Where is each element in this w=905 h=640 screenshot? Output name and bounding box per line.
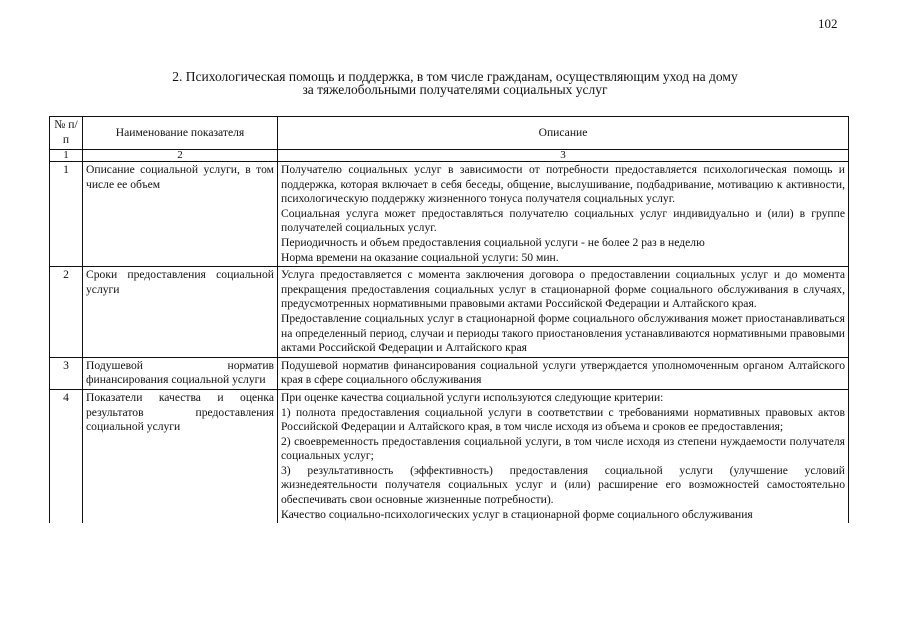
description-paragraph: При оценке качества социальной услуги используются следующие критерии: bbox=[281, 390, 664, 404]
description-paragraph: Получателю социальных услуг в зависимости от потребности предоставляется психологическая помощь и поддержка, которая включает в себя беседы, общение, выслушивание, подбадривание, мотивацию к активности, психологическую поддержку жизненного тонуса получателя социальных услуг. bbox=[281, 163, 845, 206]
indicator-description bbox=[278, 357, 849, 389]
indicator-name: Сроки предоставления социальной услуги bbox=[83, 267, 278, 358]
row-number: 4 bbox=[50, 389, 83, 523]
section-title-line-1: 2. Психологическая помощь и поддержка, в том числе гражданам, осуществляющим уход на дому bbox=[172, 69, 738, 84]
description-paragraph: 1) полнота предоставления социальной услуги в соответствии с требованиями нормативных правовых актов Российской Федерации и Алтайского края, в том числе исходя из объема и сроков ее предоставления; bbox=[281, 405, 845, 434]
header-name: Наименование показателя bbox=[83, 117, 278, 150]
row-number: 2 bbox=[50, 267, 83, 358]
indicator-name: Подушевой норматив финансирования социальной услуги bbox=[83, 357, 278, 389]
header-num: № п/п bbox=[50, 117, 83, 150]
description-paragraph: Подушевой норматив финансирования социальной услуги утверждается уполномоченным органом Алтайского края в сфере социального обслуживания bbox=[281, 358, 845, 387]
indicator-description bbox=[278, 389, 849, 523]
description-paragraph: Социальная услуга может предоставляться получателю социальных услуг индивидуально и (или) в группе получателей социальных услуг. bbox=[281, 206, 845, 235]
table-row bbox=[50, 162, 849, 267]
indicator-name: Показатели качества и оценка результатов предоставления социальной услуги bbox=[83, 389, 278, 523]
column-number-row bbox=[50, 150, 849, 162]
description-paragraph: Предоставление социальных услуг в стационарной форме социального обслуживания может приостанавливаться на определенный период, случаи и периоды такого приостановления устанавливаются нормативными правовыми актами Российской Федерации и Алтайского края bbox=[281, 311, 845, 355]
table-header-row bbox=[50, 117, 849, 150]
page-number: 102 bbox=[818, 16, 838, 31]
description-paragraph: 3) результативность (эффективность) предоставления социальной услуги (улучшение условий жизнедеятельности получателя социальных услуг и (или) расширение его возможностей самостоятельно обеспечивать свои основные жизненные потребности). bbox=[281, 463, 845, 507]
section-title-line-2: за тяжелобольными получателями социальных услуг bbox=[302, 82, 608, 97]
description-paragraph: Качество социально-психологических услуг в стационарной форме социального обслуживания bbox=[281, 507, 753, 521]
row-number: 3 bbox=[50, 357, 83, 389]
column-number: 2 bbox=[83, 150, 278, 162]
description-paragraph: 2) своевременность предоставления социальной услуги, в том числе исходя из степени нуждаемости получателя социальных услуг; bbox=[281, 434, 845, 463]
table-row bbox=[50, 389, 849, 523]
indicator-description bbox=[278, 267, 849, 358]
description-paragraph: Норма времени на оказание социальной услуги: 50 мин. bbox=[281, 250, 559, 264]
column-number: 1 bbox=[50, 150, 83, 162]
indicators-table bbox=[49, 116, 849, 523]
description-paragraph: Услуга предоставляется с момента заключения договора о предоставлении социальных услуг и до момента прекращения предоставления социальных услуг в стационарной форме социального обслуживания в случаях, предусмотренных нормативными правовыми актами Российской Федерации и Алтайского края. bbox=[281, 268, 845, 311]
indicator-description bbox=[278, 162, 849, 267]
table-row bbox=[50, 267, 849, 358]
description-paragraph: Периодичность и объем предоставления социальной услуги - не более 2 раз в неделю bbox=[281, 235, 705, 249]
section-title bbox=[60, 70, 850, 96]
column-number: 3 bbox=[278, 150, 849, 162]
indicator-name: Описание социальной услуги, в том числе ее объем bbox=[83, 162, 278, 267]
header-desc: Описание bbox=[278, 117, 849, 150]
table-row bbox=[50, 357, 849, 389]
row-number: 1 bbox=[50, 162, 83, 267]
